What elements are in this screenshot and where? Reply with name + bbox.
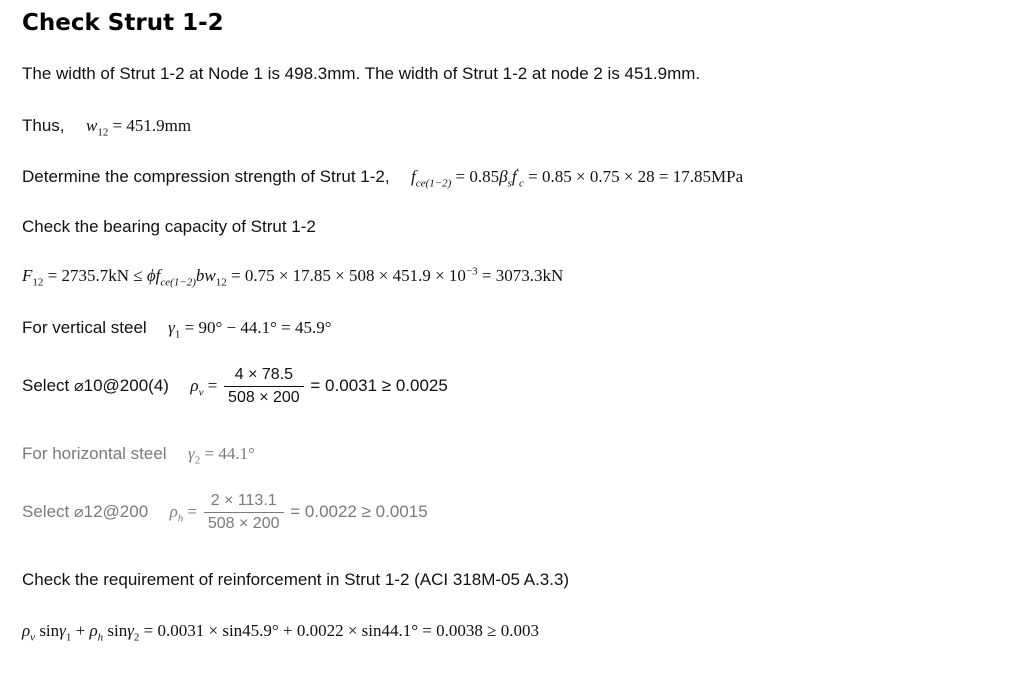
select-horizontal-line: [22, 492, 428, 533]
horizontal-steel-line: [22, 444, 255, 467]
bearing-capacity-equation: $F_{12} = 2735.7kN \le \phi f_{ce(1-2)}bw_{12} = 0.75 \times 17.85 \times 508 \times 451.9 \times 10^{-3} = 3073.3kN$: [22, 265, 564, 289]
rebar-symbol-icon: ⌀: [73, 501, 84, 521]
gamma1-equation: $\gamma_1 = 90^\circ - 44.1^\circ = 45.9^\circ$: [168, 318, 332, 341]
section-heading: Check Strut 1-2: [22, 10, 224, 36]
rho-v-fraction: $\frac{4 \times 78.5}{508 \times 200}$: [224, 366, 304, 407]
compression-strength-line: [22, 166, 744, 190]
thus-label: Thus,: [22, 116, 65, 135]
select-vertical-label: Select: [22, 375, 70, 395]
requirement-equation: $\rho_v$ $\sin\gamma_1 + \rho_h$ sinγ$_2$ = 0.0031 × sin45.9° + 0.0022 × sin44.1° = 0.0038 ≥ 0.003: [22, 621, 539, 644]
compression-label: Determine the compression strength of Strut 1-2,: [22, 167, 390, 186]
compression-equation: $f_{ce(1-2)} = 0.85\beta_sf'_c = 0.85 \times 0.75 \times 28 = 17.85MPa$: [411, 166, 744, 190]
bearing-capacity-label: Check the bearing capacity of Strut 1-2: [22, 217, 316, 236]
rebar-symbol-icon: ⌀: [73, 375, 84, 395]
select-horizontal-label: Select: [22, 501, 70, 521]
w12-equation: $w_{12} = 451.9mm$: [86, 116, 192, 139]
horizontal-bar-spec: 12@200: [83, 501, 149, 521]
rho-h-fraction: $\frac{2 \times 113.1}{508 \times 200}$: [204, 492, 284, 533]
vertical-steel-label: For vertical steel: [22, 318, 147, 337]
rho-h-equation: $\rho_h$ =: [169, 501, 198, 525]
requirement-label: Check the requirement of reinforcement in Strut 1-2 (ACI 318M-05 A.3.3): [22, 570, 570, 589]
thus-line: [22, 116, 192, 139]
rho-v-equation: $\rho_v$ =: [190, 375, 218, 399]
rho-h-result: = 0.0022 ≥ 0.0015: [290, 501, 428, 521]
strut-widths-text: The width of Strut 1-2 at Node 1 is 498.3mm. The width of Strut 1-2 at node 2 is 451.9mm.: [22, 64, 701, 83]
rho-v-result: = 0.0031 ≥ 0.0025: [310, 375, 448, 395]
horizontal-steel-label: For horizontal steel: [22, 444, 167, 463]
vertical-steel-line: [22, 318, 332, 341]
gamma2-equation: $\gamma_2 = 44.1^\circ$: [188, 444, 255, 467]
select-vertical-line: [22, 366, 448, 407]
vertical-bar-spec: 10@200(4): [83, 375, 169, 395]
